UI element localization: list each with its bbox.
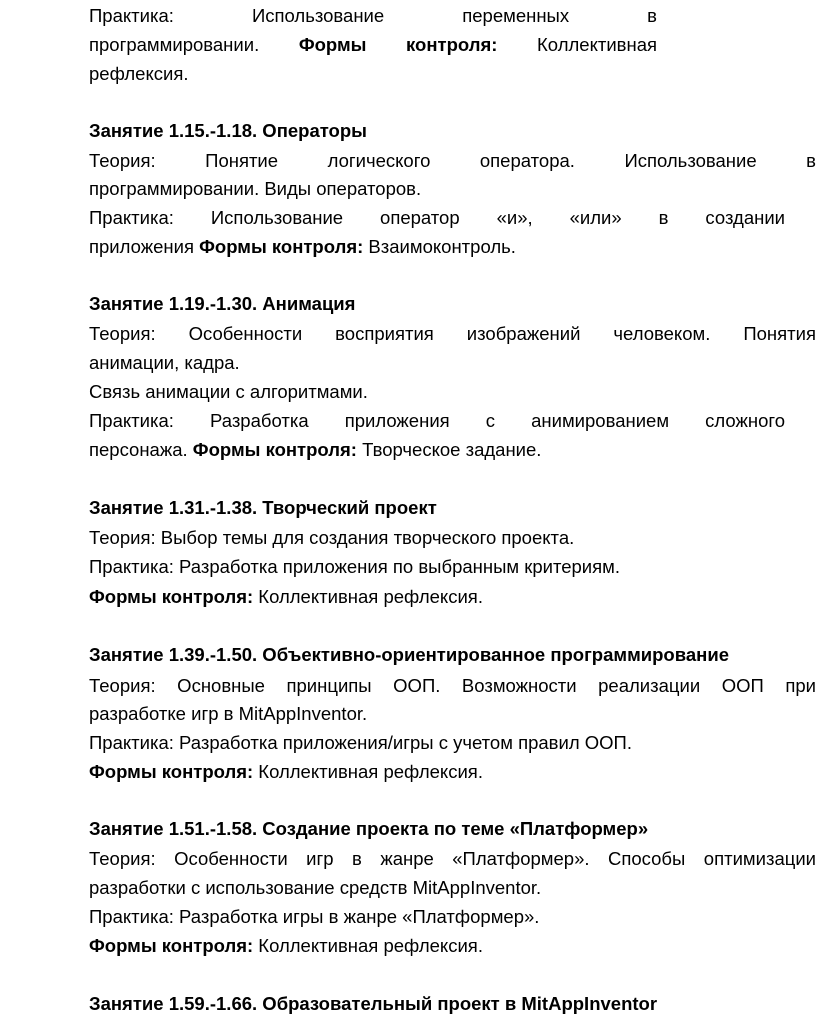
practice-line: Практика: Разработка игры в жанре «Платформер». [89, 906, 540, 927]
control-label: Формы контроля: [89, 761, 254, 782]
section-heading: Занятие 1.39.-1.50. Объективно-ориентированное программирование [89, 644, 729, 665]
practice-line [89, 235, 516, 259]
section-heading: Занятие 1.31.-1.38. Творческий проект [89, 497, 437, 518]
control-label: Формы контроля: [199, 236, 364, 257]
intro-practice-text: программировании. [89, 34, 260, 55]
control-line [89, 934, 483, 958]
section-heading: Занятие 1.19.-1.30. Анимация [89, 293, 356, 314]
control-line [89, 760, 483, 784]
theory-line: разработке игр в MitAppInventor. [89, 703, 368, 724]
theory-line: Теория: Основные принципы ООП. Возможности реализации ООП при [89, 675, 816, 696]
control-line [89, 585, 483, 609]
practice-line: Практика: Разработка приложения с анимированием сложного [89, 410, 785, 431]
practice-line: Практика: Использование оператор «и», «или» в создании [89, 207, 785, 228]
theory-line: Связь анимации с алгоритмами. [89, 381, 368, 402]
theory-line: Теория: Особенности игр в жанре «Платформер». Способы оптимизации [89, 848, 816, 869]
theory-line: анимации, кадра. [89, 352, 240, 373]
theory-line: разработки с использование средств MitAppInventor. [89, 877, 542, 898]
control-label: Формы контроля: [192, 439, 357, 460]
practice-text: приложения [89, 236, 200, 257]
section-heading: Занятие 1.51.-1.58. Создание проекта по теме «Платформер» [89, 818, 649, 839]
control-value: Коллективная рефлексия. [253, 586, 483, 607]
control-label: Формы контроля: [89, 586, 254, 607]
practice-line: Практика: Разработка приложения по выбранным критериям. [89, 556, 620, 577]
intro-control-label: Формы контроля: [298, 34, 498, 55]
intro-line-2 [89, 33, 657, 57]
intro-line-1: Практика: Использование переменных в [89, 5, 657, 26]
section-heading: Занятие 1.59.-1.66. Образовательный проект в MitAppInventor [89, 993, 658, 1014]
control-label: Формы контроля: [89, 935, 254, 956]
theory-line: программировании. Виды операторов. [89, 178, 422, 199]
practice-line [89, 438, 541, 462]
theory-line: Теория: Особенности восприятия изображений человеком. Понятия [89, 323, 816, 344]
theory-line: Теория: Выбор темы для создания творческого проекта. [89, 527, 575, 548]
control-value: Коллективная рефлексия. [253, 935, 483, 956]
control-value: Взаимоконтроль. [363, 236, 516, 257]
practice-text: персонажа. [89, 439, 193, 460]
intro-line-3: рефлексия. [89, 63, 189, 84]
control-value: Коллективная рефлексия. [253, 761, 483, 782]
control-value: Творческое задание. [356, 439, 542, 460]
section-heading: Занятие 1.15.-1.18. Операторы [89, 120, 367, 141]
intro-control-value: Коллективная [537, 34, 658, 55]
theory-line: Теория: Понятие логического оператора. Использование в [89, 150, 816, 171]
practice-line: Практика: Разработка приложения/игры с учетом правил ООП. [89, 732, 632, 753]
